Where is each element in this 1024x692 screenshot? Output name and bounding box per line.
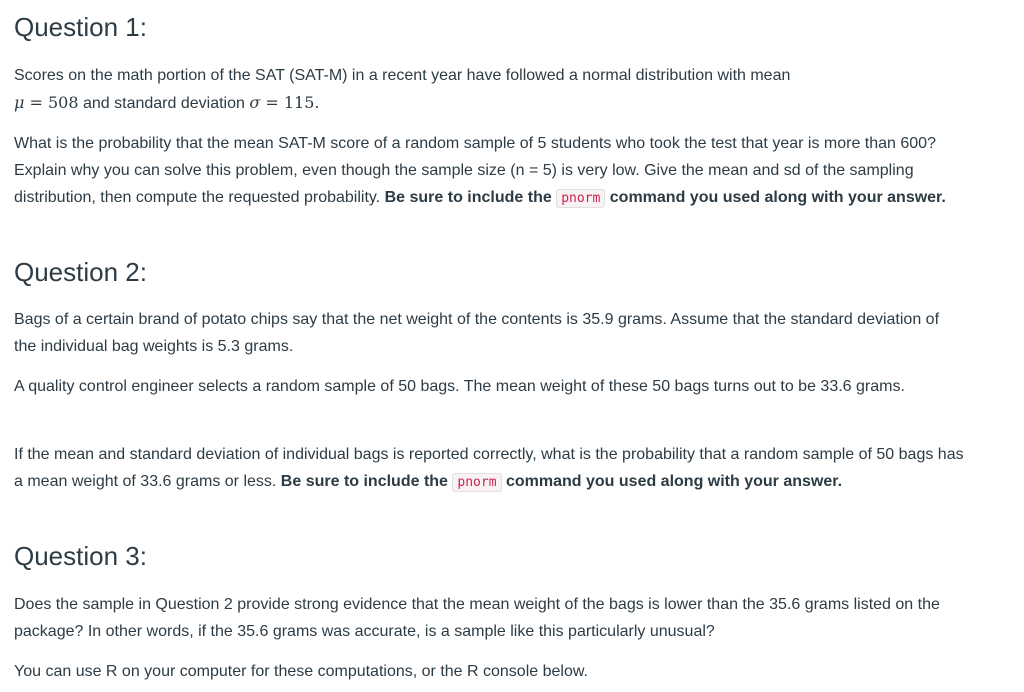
pnorm-code: pnorm (556, 189, 605, 208)
question-3-paragraph-1: Does the sample in Question 2 provide strong evidence that the mean weight of the bags is lower than the 35.6 grams listed on the package? In other words, if the 35.6 grams was accurate, is a sample like this particularly unusual? (14, 596, 940, 640)
sd-formula: σ = 115. (249, 93, 320, 112)
question-1-intro-text: Scores on the math portion of the SAT (SAT-M) in a recent year have followed a normal distribution with mean (14, 67, 791, 84)
question-2-paragraph-3: If the mean and standard deviation of individual bags is reported correctly, what is the probability that a random sample of 50 bags has a mean weight of 33.6 grams or less. Be sure to include the pnorm command you used along with your answer. (14, 446, 964, 490)
instruction-bold-start: Be sure to include the (280, 473, 448, 490)
question-2-paragraph-2: A quality control engineer selects a random sample of 50 bags. The mean weight of these 50 bags turns out to be 33.6 grams. (14, 378, 905, 395)
mean-formula: μ = 508 (14, 93, 79, 112)
instruction-bold-end: command you used along with your answer. (505, 473, 843, 490)
question-2-title: Question 2: (14, 257, 147, 287)
question-1-title: Question 1: (14, 12, 147, 42)
question-1-paragraph-1: Scores on the math portion of the SAT (SAT-M) in a recent year have followed a normal distribution with mean μ = 508 and standard deviation σ = 115. (14, 67, 791, 112)
question-1-paragraph-2: What is the probability that the mean SAT-M score of a random sample of 5 students who took the test that year is more than 600? Explain why you can solve this problem, even though the sample size (n = 5) is very low. Give the mean and sd of the sampling distribution, then compute the requested probability. Be sure to include the pnorm command you used along with your answer. (14, 135, 946, 206)
question-3-paragraph-2: You can use R on your computer for these computations, or the R console below. (14, 663, 588, 680)
instruction-bold-end: command you used along with your answer. (609, 189, 946, 206)
instruction-bold-start: Be sure to include the (384, 189, 552, 206)
question-2-paragraph-1: Bags of a certain brand of potato chips say that the net weight of the contents is 35.9 grams. Assume that the standard deviation of the individual bag weights is 5.3 grams. (14, 311, 940, 355)
pnorm-code: pnorm (452, 473, 501, 492)
question-3-title: Question 3: (14, 541, 147, 571)
